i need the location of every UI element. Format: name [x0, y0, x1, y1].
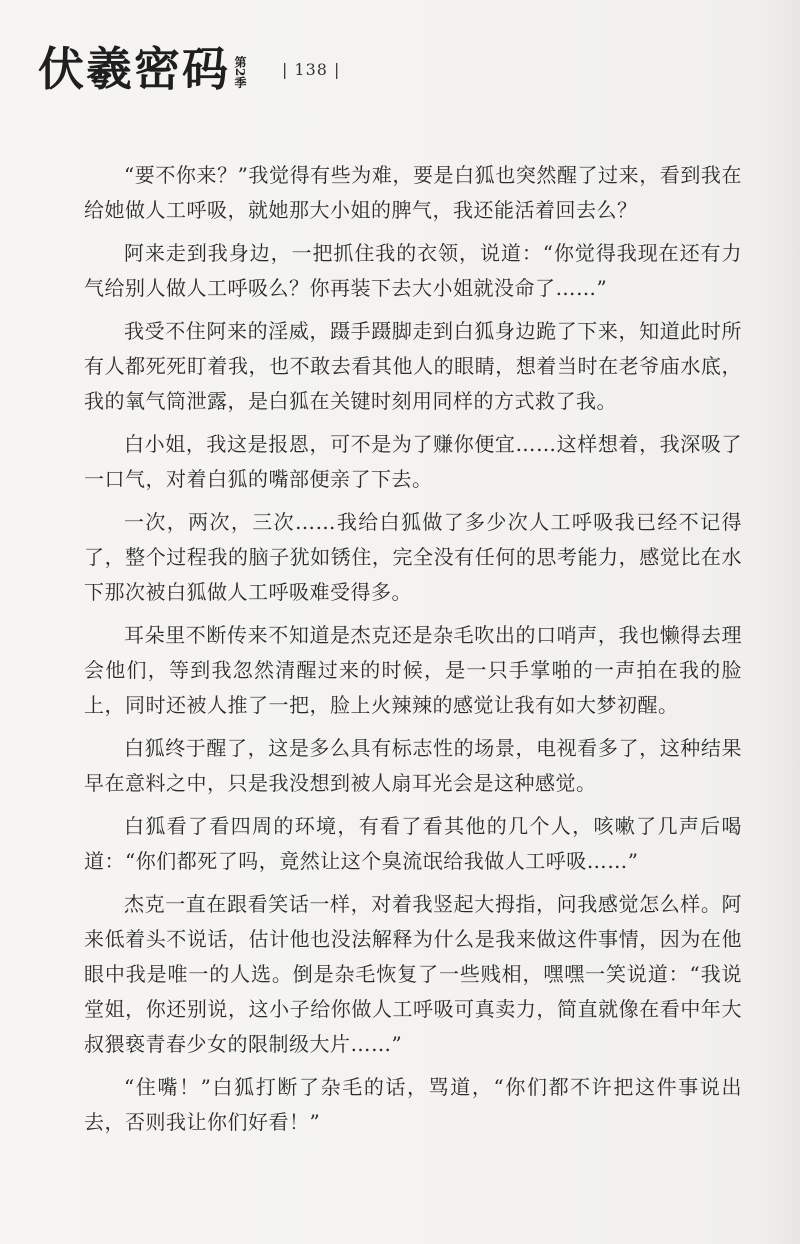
- season-label: 第2季: [233, 56, 247, 89]
- paragraph: 阿来走到我身边，一把抓住我的衣领，说道：“你觉得我现在还有力气给别人做人工呼吸么？你再装下去大小姐就没命了……”: [84, 241, 742, 300]
- paragraph: 白狐看了看四周的环境，有看了看其他的几个人，咳嗽了几声后喝道：“你们都死了吗，竟然让这个臭流氓给我做人工呼吸……”: [84, 814, 742, 873]
- paragraph: “要不你来？”我觉得有些为难，要是白狐也突然醒了过来，看到我在给她做人工呼吸，就她那大小姐的脾气，我还能活着回去么？: [84, 163, 742, 222]
- paragraph: 白狐终于醒了，这是多么具有标志性的场景，电视看多了，这种结果早在意料之中，只是我没想到被人扇耳光会是这种感觉。: [84, 736, 742, 795]
- paragraph: 耳朵里不断传来不知道是杰克还是杂毛吹出的口哨声，我也懒得去理会他们，等到我忽然清醒过来的时候，是一只手掌啪的一声拍在我的脸上，同时还被人推了一把，脸上火辣辣的感觉让我有如大梦初醒。: [84, 623, 742, 717]
- page-number: [276, 60, 346, 79]
- book-title: 伏羲密码: [38, 42, 230, 96]
- body-text: [84, 158, 742, 1148]
- paragraph: 杰克一直在跟看笑话一样，对着我竖起大拇指，问我感觉怎么样。阿来低着头不说话，估计他也没法解释为什么是我来做这件事情，因为在他眼中我是唯一的人选。倒是杂毛恢复了一些贱相，嘿嘿一笑说道：“我说堂姐，你还别说，这小子给你做人工呼吸可真卖力，简直就像在看中年大叔猥亵青春少女的限制级大片……”: [84, 892, 742, 1056]
- page-edge-shadow: [760, 0, 800, 1244]
- running-header: [38, 34, 346, 104]
- page-number-value: 138: [294, 60, 328, 79]
- divider: |: [333, 60, 341, 79]
- paragraph: 我受不住阿来的淫威，蹑手蹑脚走到白狐身边跪了下来，知道此时所有人都死死盯着我，也不敢去看其他人的眼睛，想着当时在老爷庙水底，我的氧气筒泄露，是白狐在关键时刻用同样的方式救了我。: [84, 319, 742, 413]
- paragraph: “住嘴！”白狐打断了杂毛的话，骂道，“你们都不许把这件事说出去，否则我让你们好看！”: [84, 1075, 742, 1134]
- divider: |: [282, 60, 289, 79]
- paragraph: 一次，两次，三次……我给白狐做了多少次人工呼吸我已经不记得了，整个过程我的脑子犹如锈住，完全没有任何的思考能力，感觉比在水下那次被白狐做人工呼吸难受得多。: [84, 510, 742, 604]
- paragraph: 白小姐，我这是报恩，可不是为了赚你便宜……这样想着，我深吸了一口气，对着白狐的嘴部便亲了下去。: [84, 432, 742, 491]
